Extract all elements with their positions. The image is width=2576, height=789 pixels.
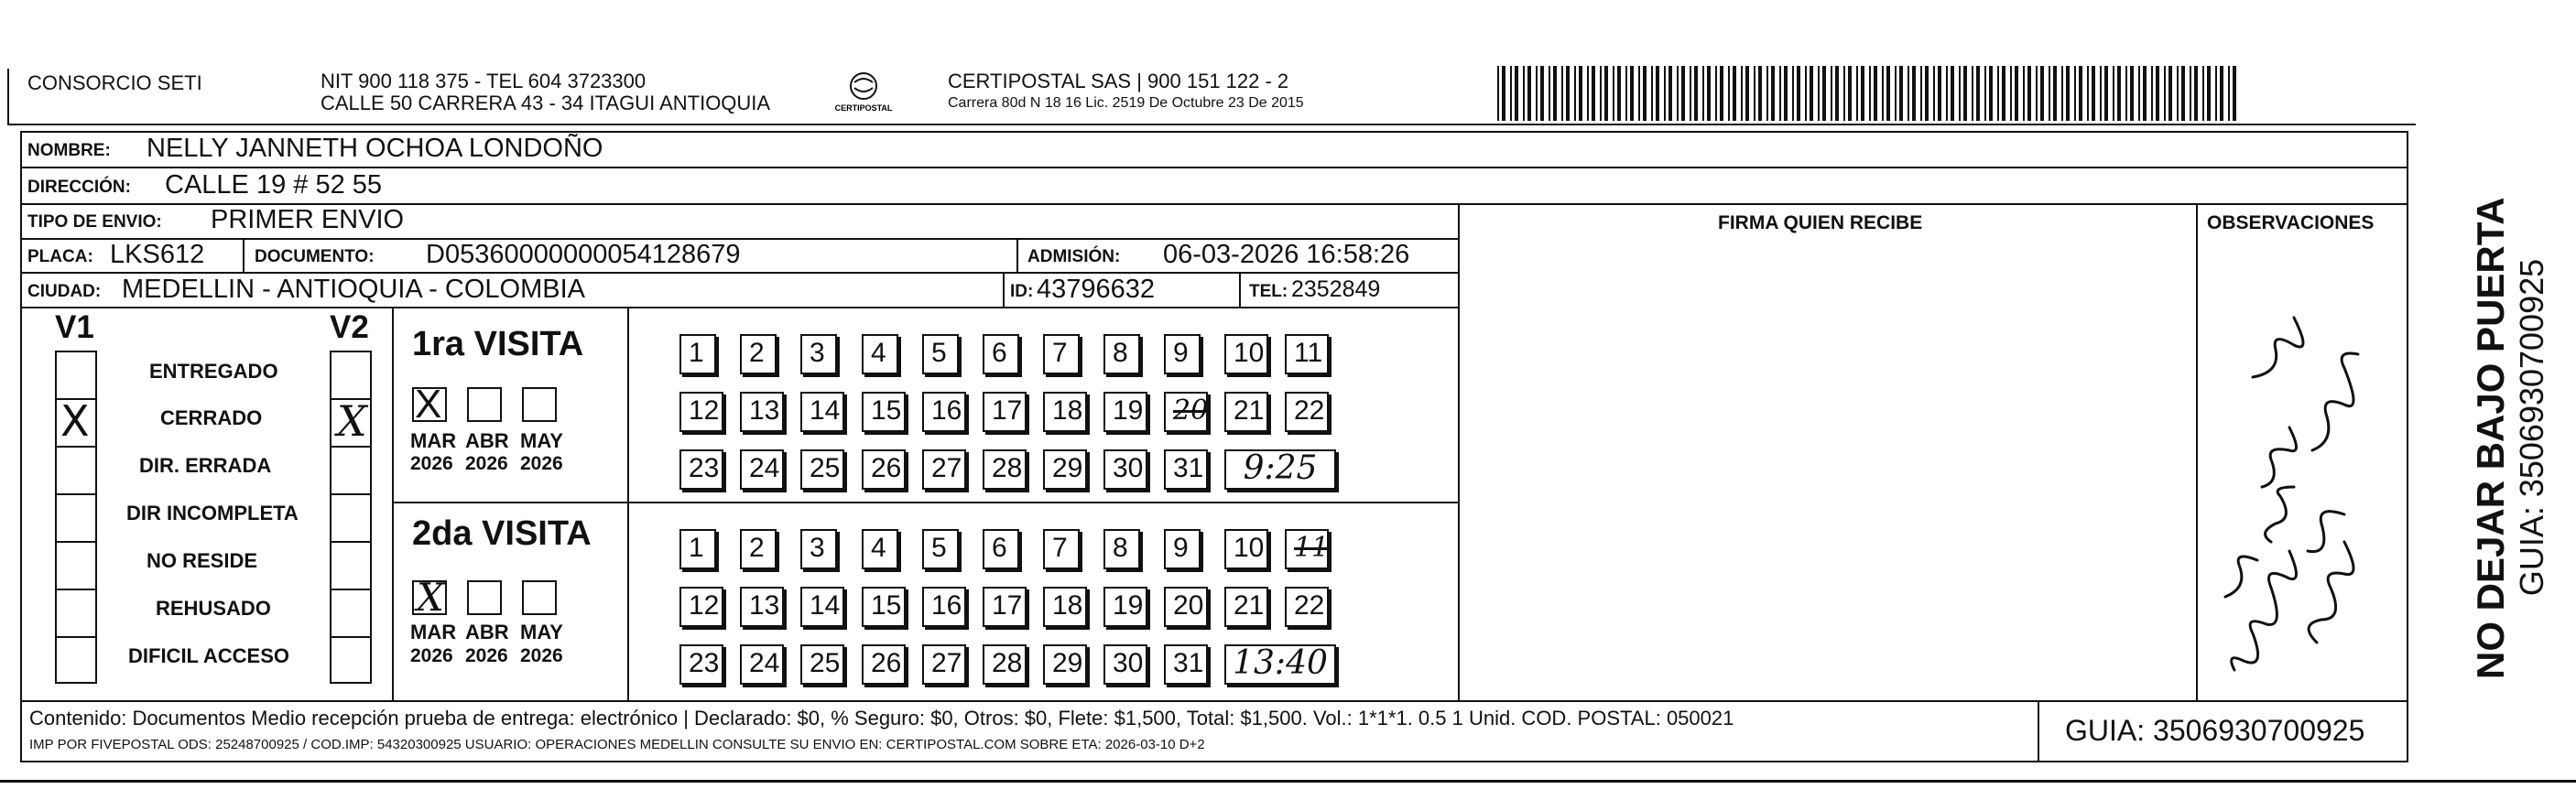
placa-value: LKS612	[110, 240, 205, 269]
observaciones-header: OBSERVACIONES	[2207, 212, 2375, 233]
visit-1-month-may: MAY	[520, 429, 563, 452]
status-entregado: ENTREGADO	[149, 360, 278, 383]
visit-1-month-may-box	[522, 387, 557, 422]
visit1-day: 26	[862, 449, 906, 490]
visit1-day: 24	[740, 449, 784, 490]
v1-label: V1	[55, 309, 94, 345]
visit2-day: 24	[740, 644, 784, 685]
visit1-day: 5	[922, 334, 959, 374]
status-rehusado: REHUSADO	[156, 597, 271, 620]
visit2-day: 11	[1285, 529, 1329, 569]
svg-text:CERTIPOSTAL: CERTIPOSTAL	[834, 103, 893, 113]
visit2-day: 31	[1164, 644, 1208, 685]
status-dir-incompleta: DIR INCOMPLETA	[126, 502, 299, 524]
v2-cerrado-mark: X	[337, 396, 367, 446]
visit1-day: 16	[922, 392, 966, 432]
visit2-day: 25	[800, 644, 844, 685]
visit-2-month-mar: MAR	[410, 621, 457, 643]
visit2-day: 14	[800, 587, 844, 627]
visit2-day: 20	[1164, 587, 1208, 627]
visit1-day: 20	[1164, 392, 1208, 432]
visit2-day: 12	[679, 587, 723, 627]
visit1-day: 15	[862, 392, 906, 432]
visit-1-year-may: 2026	[520, 453, 563, 474]
visit-1-year-abr: 2026	[465, 453, 508, 474]
visit-2-year-may: 2026	[520, 645, 563, 666]
v2-label: V2	[330, 309, 369, 345]
visit1-day: 8	[1103, 334, 1140, 374]
visit2-day: 13	[740, 587, 784, 627]
visit-1-month-mar-box: X	[412, 387, 447, 422]
visit1-day: 19	[1103, 392, 1147, 432]
ciudad-label: CIUDAD:	[27, 282, 102, 301]
footer-guia: GUIA: 3506930700925	[2065, 714, 2365, 747]
visit1-day: 28	[983, 449, 1027, 490]
id-value: 43796632	[1037, 275, 1156, 304]
documento-label: DOCUMENTO:	[255, 247, 375, 266]
visit-2	[394, 503, 1456, 700]
visit2-day: 22	[1285, 587, 1329, 627]
visit-2-year-mar: 2026	[410, 645, 453, 666]
tel-label: TEL:	[1249, 282, 1288, 301]
company-name: CONSORCIO SETI	[27, 71, 202, 94]
ciudad-value: MEDELLIN - ANTIOQUIA - COLOMBIA	[122, 275, 585, 304]
visit2-day: 15	[862, 587, 906, 627]
license-line: Carrera 80d N 18 16 Lic. 2519 De Octubre 23 De 2015	[948, 95, 1304, 111]
v1-checkbox-column	[55, 351, 97, 684]
visit2-day: 21	[1224, 587, 1268, 627]
admision-value: 06-03-2026 16:58:26	[1163, 240, 1410, 269]
visit2-day: 17	[983, 587, 1027, 627]
firma-header: FIRMA QUIEN RECIBE	[1718, 212, 1923, 233]
placa-label: PLACA:	[27, 247, 93, 266]
v2-checkbox-column	[330, 351, 372, 684]
carrier-line: CERTIPOSTAL SAS | 900 151 122 - 2	[948, 70, 1289, 92]
certipostal-logo	[829, 70, 902, 119]
v1-cerrado-mark: X	[60, 396, 90, 446]
visit2-day: 26	[862, 644, 906, 685]
no-dejar-bajo-puerta: NO DEJAR BAJO PUERTA	[2469, 197, 2512, 679]
visit-2-month-abr-box	[467, 580, 502, 615]
visit2-day: 9	[1164, 529, 1201, 569]
visit-1	[394, 308, 1456, 501]
visit2-day: 10	[1224, 529, 1268, 569]
visit2-day: 8	[1103, 529, 1140, 569]
header	[0, 0, 2576, 128]
id-label: ID:	[1010, 282, 1034, 301]
visit1-day: 22	[1285, 392, 1329, 432]
address-line: CALLE 50 CARRERA 43 - 34 ITAGUI ANTIOQUIA	[321, 92, 771, 114]
nombre-label: NOMBRE:	[27, 141, 111, 160]
visit1-time-box: 9:25	[1224, 449, 1336, 490]
visit1-day: 9	[1164, 334, 1201, 374]
visit2-day: 4	[862, 529, 898, 569]
direccion-label: DIRECCIÓN:	[27, 178, 131, 197]
footer-contenido: Contenido: Documentos Medio recepción prueba de entrega: electrónico | Declarado: $0, % Seguro: $0, Otros: $0, Flete: $1,500, Total: $1,500. Vol.: 1*1*1. 0.5 1 Unid. COD. POSTAL: 050021	[29, 707, 1734, 730]
visit1-day: 21	[1224, 392, 1268, 432]
side-text	[2418, 128, 2573, 760]
visit1-day: 25	[800, 449, 844, 490]
visit2-day: 19	[1103, 587, 1147, 627]
status-dir-errada: DIR. ERRADA	[139, 454, 272, 477]
visit1-day: 30	[1103, 449, 1147, 490]
visit1-day: 23	[679, 449, 723, 490]
visit2-day: 5	[922, 529, 959, 569]
visit-2-month-mar-box: X	[412, 580, 447, 615]
visit1-day: 14	[800, 392, 844, 432]
visit-2-month-abr: ABR	[465, 621, 509, 643]
visit2-time-box: 13:40	[1224, 644, 1336, 685]
tel-value: 2352849	[1291, 276, 1381, 302]
visit2-day: 29	[1043, 644, 1087, 685]
side-guia: GUIA: 3506930700925	[2513, 258, 2550, 597]
direccion-value: CALLE 19 # 52 55	[165, 170, 383, 200]
barcode	[1497, 66, 2239, 121]
footer-imp: IMP POR FIVEPOSTAL ODS: 25248700925 / COD.IMP: 54320300925 USUARIO: OPERACIONES MEDELLIN CONSULTE SU ENVIO EN: CERTIPOSTAL.COM SOBRE ETA: 2026-03-10 D+2	[29, 737, 1205, 752]
visit-1-month-abr-box	[467, 387, 502, 422]
visit1-day: 7	[1043, 334, 1080, 374]
visit2-day: 6	[983, 529, 1019, 569]
visit2-day: 3	[800, 529, 837, 569]
admision-label: ADMISIÓN:	[1027, 247, 1121, 266]
visit-1-year-mar: 2026	[410, 453, 453, 474]
visit2-day: 2	[740, 529, 777, 569]
visit-2-month-may: MAY	[520, 621, 563, 643]
tipo-value: PRIMER ENVIO	[211, 205, 405, 234]
nombre-value: NELLY JANNETH OCHOA LONDOÑO	[147, 134, 603, 163]
visit1-day: 17	[983, 392, 1027, 432]
visit2-day: 16	[922, 587, 966, 627]
visit1-day: 2	[740, 334, 777, 374]
visit1-day: 1	[679, 334, 716, 374]
status-cerrado: CERRADO	[160, 406, 263, 429]
visit1-day: 27	[922, 449, 966, 490]
visit1-day: 11	[1285, 334, 1329, 374]
visit-2-title: 2da VISITA	[412, 514, 592, 553]
status-dificil-acceso: DIFICIL ACCESO	[128, 644, 290, 667]
observaciones-handwriting	[2198, 240, 2407, 699]
visit-1-title: 1ra VISITA	[412, 325, 584, 363]
visit1-day: 31	[1164, 449, 1208, 490]
firma-area	[1460, 240, 2194, 699]
visit2-day: 7	[1043, 529, 1080, 569]
visit2-day: 28	[983, 644, 1027, 685]
visit1-day: 18	[1043, 392, 1087, 432]
visit2-day: 1	[679, 529, 716, 569]
documento-value: D05360000000054128679	[426, 240, 741, 269]
visit2-day: 23	[679, 644, 723, 685]
visit1-day: 3	[800, 334, 837, 374]
visit2-day: 30	[1103, 644, 1147, 685]
visit2-day: 27	[922, 644, 966, 685]
nit-line: NIT 900 118 375 - TEL 604 3723300	[321, 70, 647, 92]
visit1-day: 29	[1043, 449, 1087, 490]
status-no-reside: NO RESIDE	[147, 549, 258, 572]
visit-2-year-abr: 2026	[465, 645, 508, 666]
visit1-day: 13	[740, 392, 784, 432]
visit-1-month-abr: ABR	[465, 429, 509, 452]
visit2-day: 18	[1043, 587, 1087, 627]
visit-1-month-mar: MAR	[410, 429, 457, 452]
visit1-day: 4	[862, 334, 898, 374]
visit-2-month-may-box	[522, 580, 557, 615]
visit1-day: 10	[1224, 334, 1268, 374]
visit1-day: 6	[983, 334, 1019, 374]
tipo-label: TIPO DE ENVIO:	[27, 212, 162, 232]
visit1-day: 12	[679, 392, 723, 432]
